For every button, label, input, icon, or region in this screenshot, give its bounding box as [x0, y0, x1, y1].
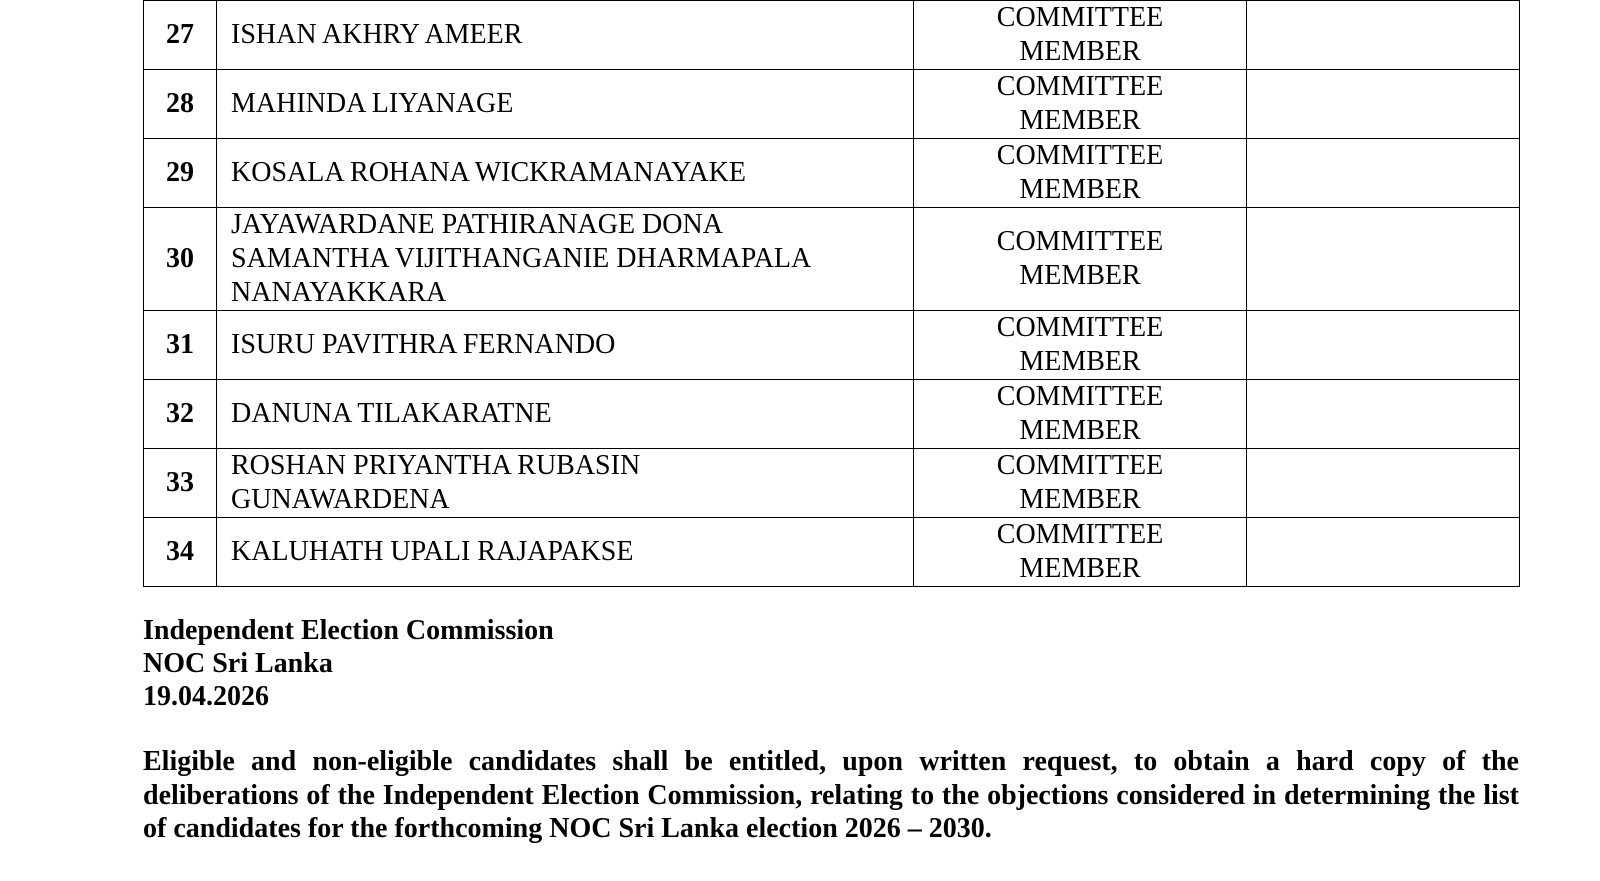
empty-cell [1247, 311, 1520, 380]
candidate-position: COMMITTEE MEMBER [914, 139, 1247, 208]
row-number: 29 [144, 139, 217, 208]
row-number: 27 [144, 1, 217, 70]
row-number: 28 [144, 70, 217, 139]
empty-cell [1247, 380, 1520, 449]
row-number: 33 [144, 449, 217, 518]
empty-cell [1247, 70, 1520, 139]
candidate-position: COMMITTEE MEMBER [914, 311, 1247, 380]
candidate-position: COMMITTEE MEMBER [914, 1, 1247, 70]
empty-cell [1247, 139, 1520, 208]
signoff-block [143, 614, 554, 713]
table-row [144, 380, 1520, 449]
candidates-table [143, 0, 1520, 587]
candidate-position: COMMITTEE MEMBER [914, 208, 1247, 311]
notice-paragraph: Eligible and non-eligible candidates shall be entitled, upon written request, to obtain a hard copy of the deliberations of the Independent Election Commission, relating to the objections considered in determining the list of candidates for the forthcoming NOC Sri Lanka election 2026 – 2030. [143, 746, 1519, 844]
signoff-date: 19.04.2026 [143, 681, 269, 712]
signoff-body: NOC Sri Lanka [143, 648, 333, 679]
table-row [144, 139, 1520, 208]
empty-cell [1247, 1, 1520, 70]
candidate-name: DANUNA TILAKARATNE [217, 380, 914, 449]
candidate-name: ROSHAN PRIYANTHA RUBASIN GUNAWARDENA [217, 449, 914, 518]
candidate-position: COMMITTEE MEMBER [914, 70, 1247, 139]
candidate-position: COMMITTEE MEMBER [914, 449, 1247, 518]
table-row [144, 1, 1520, 70]
candidate-name: ISURU PAVITHRA FERNANDO [217, 311, 914, 380]
candidate-name: KOSALA ROHANA WICKRAMANAYAKE [217, 139, 914, 208]
table-row [144, 70, 1520, 139]
candidate-position: COMMITTEE MEMBER [914, 518, 1247, 587]
empty-cell [1247, 449, 1520, 518]
table-row [144, 311, 1520, 380]
candidate-name: ISHAN AKHRY AMEER [217, 1, 914, 70]
empty-cell [1247, 208, 1520, 311]
table-row [144, 518, 1520, 587]
candidate-name: MAHINDA LIYANAGE [217, 70, 914, 139]
row-number: 31 [144, 311, 217, 380]
row-number: 34 [144, 518, 217, 587]
table-row [144, 449, 1520, 518]
candidate-position: COMMITTEE MEMBER [914, 380, 1247, 449]
signoff-organization: Independent Election Commission [143, 615, 554, 646]
table-row [144, 208, 1520, 311]
candidate-name: KALUHATH UPALI RAJAPAKSE [217, 518, 914, 587]
row-number: 32 [144, 380, 217, 449]
empty-cell [1247, 518, 1520, 587]
candidate-name: JAYAWARDANE PATHIRANAGE DONA SAMANTHA VIJITHANGANIE DHARMAPALA NANAYAKKARA [217, 208, 914, 311]
row-number: 30 [144, 208, 217, 311]
